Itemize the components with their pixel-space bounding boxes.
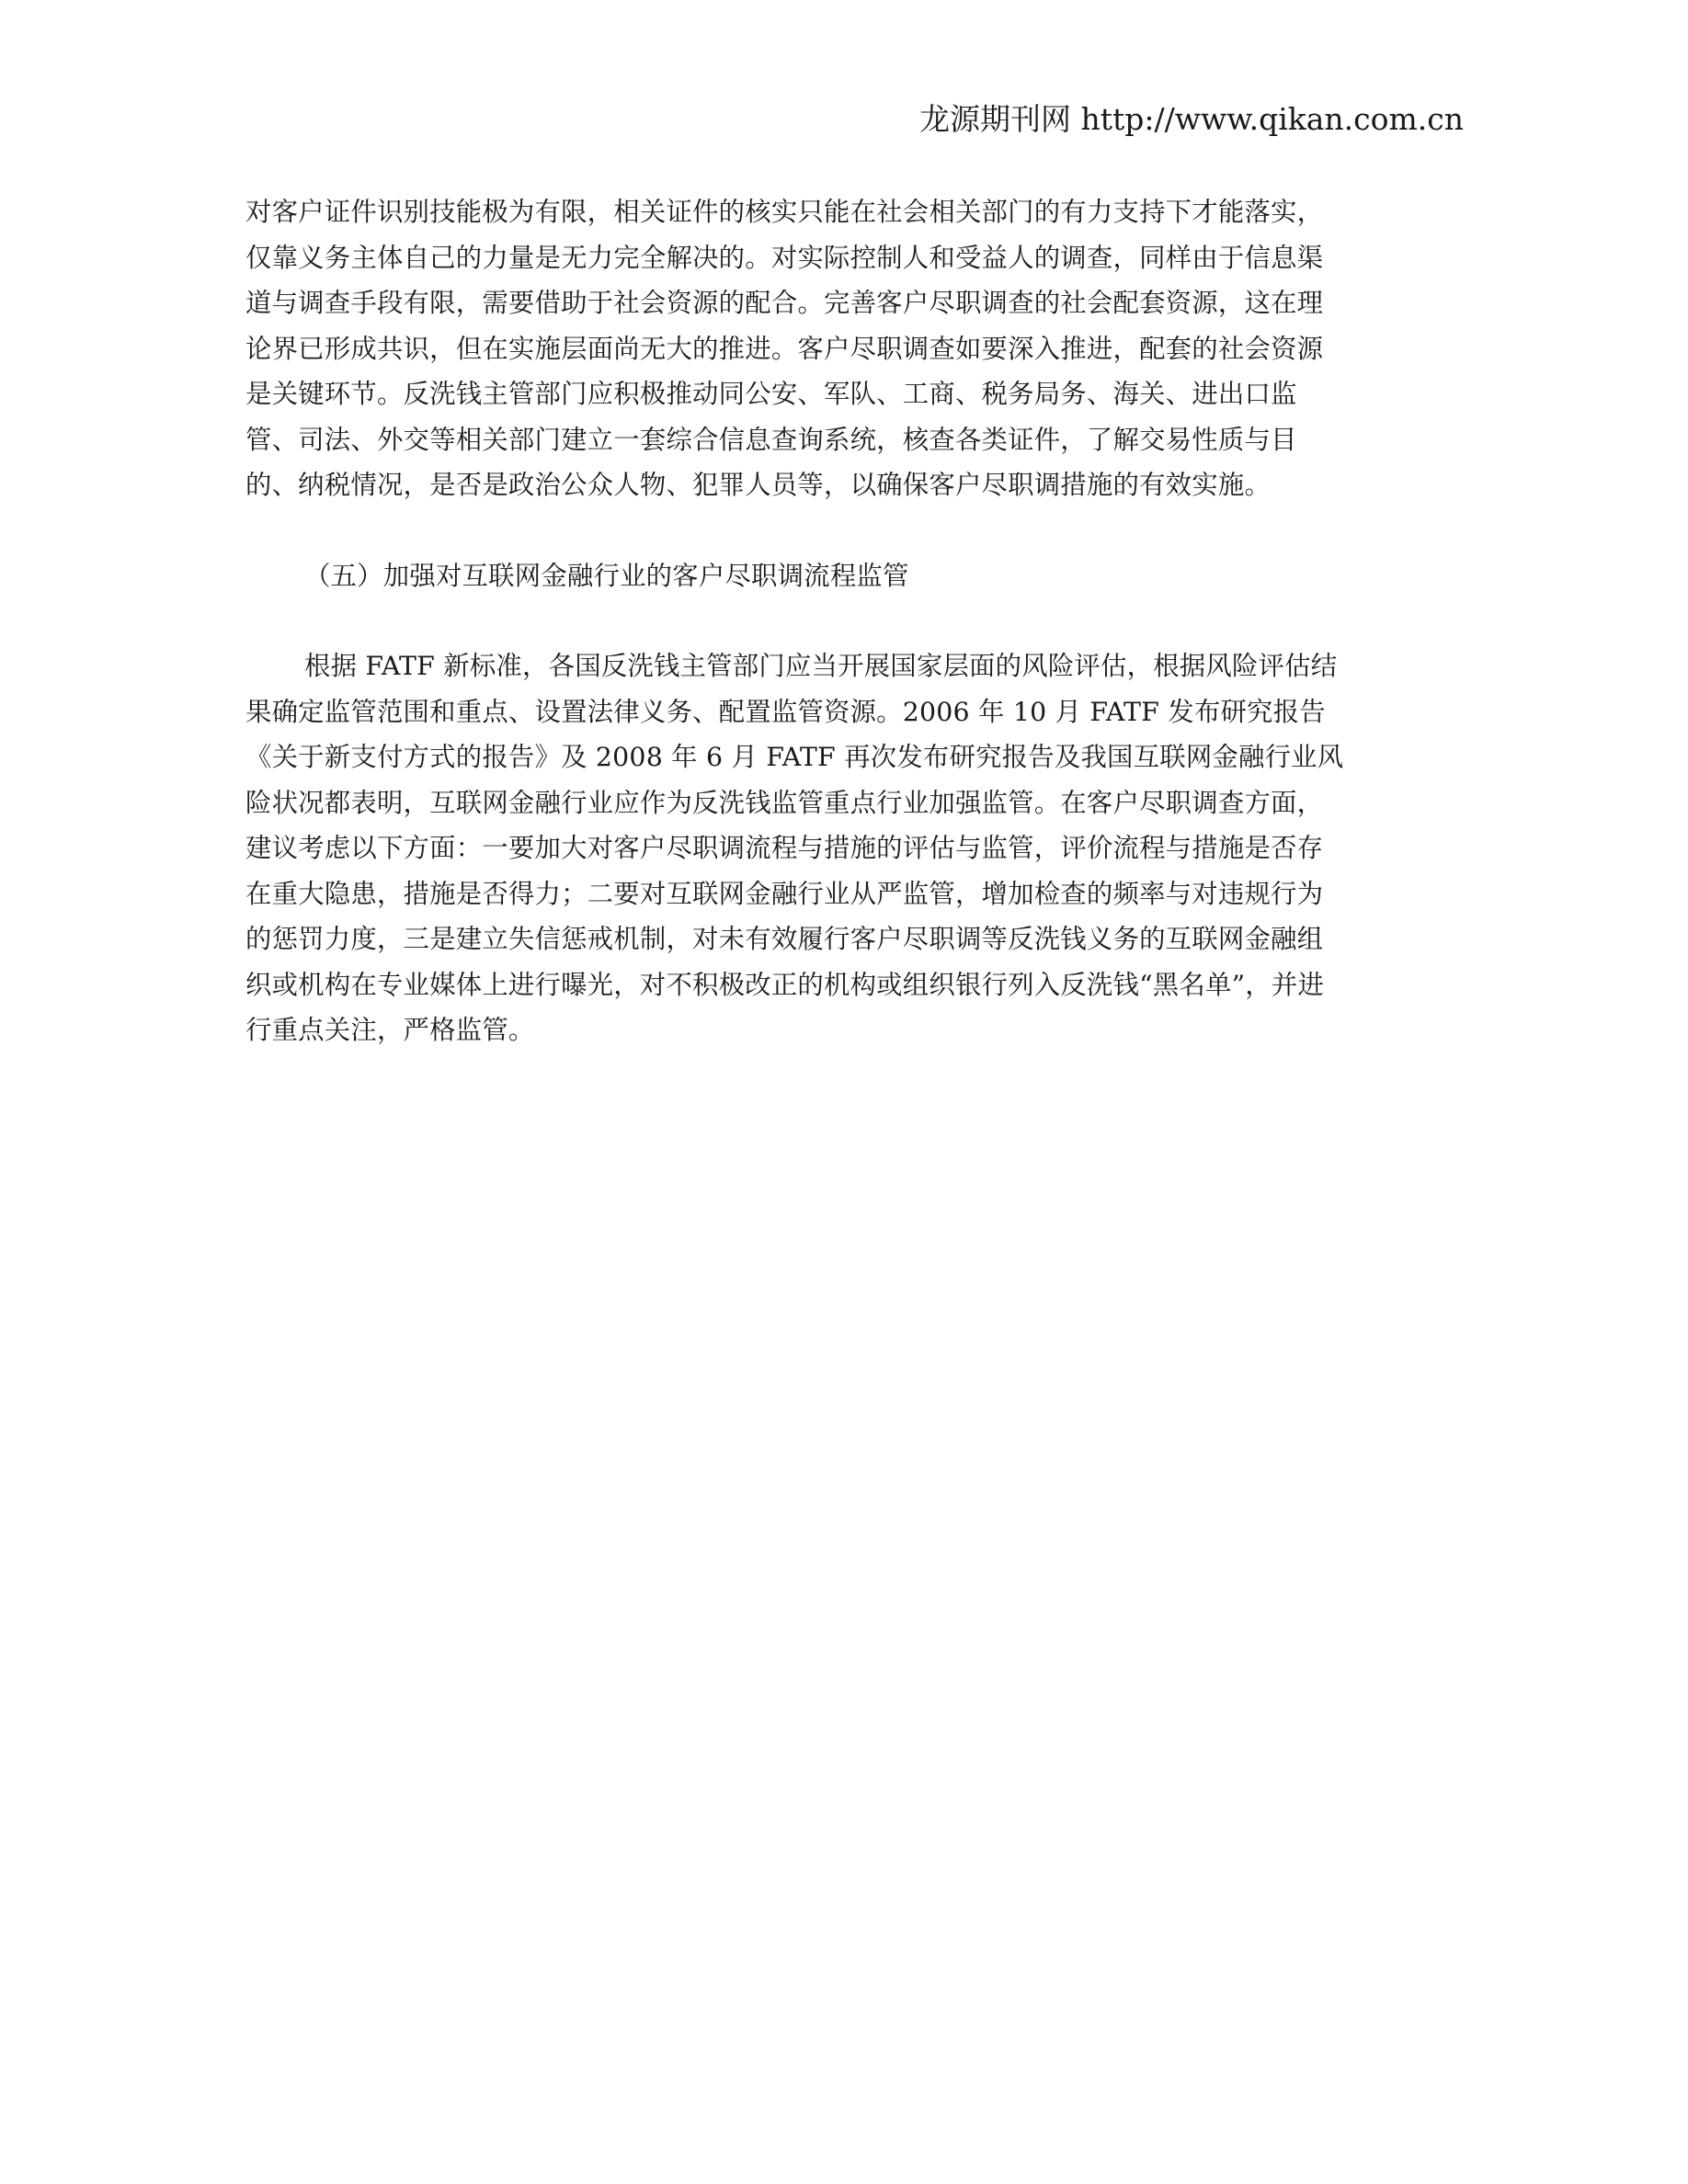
paragraph-line: 的、纳税情况，是否是政治公众人物、犯罪人员等，以确保客户尽职调措施的有效实施。	[245, 470, 1272, 500]
paragraph-line: 的惩罚力度，三是建立失信惩戒机制，对未有效履行客户尽职调等反洗钱义务的互联网金融组	[245, 924, 1324, 954]
paragraph-line: 建议考虑以下方面：一要加大对客户尽职调流程与措施的评估与监管，评价流程与措施是否存	[245, 833, 1324, 863]
paragraph-spacer	[245, 598, 1443, 643]
paragraph-line: 在重大隐患，措施是否得力；二要对互联网金融行业从严监管，增加检查的频率与对违规行为	[245, 878, 1324, 909]
site-name: 龙源期刊网	[919, 101, 1071, 137]
paragraph-line: 行重点关注，严格监管。	[245, 1015, 535, 1045]
paragraph-line: 根据 FATF 新标准，各国反洗钱主管部门应当开展国家层面的风险评估，根据风险评估结	[304, 651, 1338, 681]
paragraph-line: 果确定监管范围和重点、设置法律义务、配置监管资源。2006 年 10 月 FATF 发布研究报告	[245, 696, 1326, 727]
section-heading: （五）加强对互联网金融行业的客户尽职调流程监管	[304, 560, 909, 591]
paragraph-line: 《关于新支付方式的报告》及 2008 年 6 月 FATF 再次发布研究报告及我国互联网金融行业风	[245, 742, 1344, 772]
paragraph-line: 仅靠义务主体自己的力量是无力完全解决的。对实际控制人和受益人的调查，同样由于信息渠	[245, 242, 1324, 273]
paragraph-1	[245, 189, 1443, 508]
paragraph-line: 是关键环节。反洗钱主管部门应积极推动同公安、军队、工商、税务局务、海关、进出口监	[245, 379, 1297, 409]
paragraph-line: 道与调查手段有限，需要借助于社会资源的配合。完善客户尽职调查的社会配套资源，这在理	[245, 288, 1324, 318]
paragraph-line: 管、司法、外交等相关部门建立一套综合信息查询系统，核查各类证件，了解交易性质与目	[245, 424, 1297, 455]
paragraph-spacer	[245, 508, 1443, 553]
site-url: http://www.qikan.com.cn	[1080, 101, 1465, 137]
paragraph-2	[245, 643, 1443, 1053]
paragraph-line: 论界已形成共识，但在实施层面尚无大的推进。客户尽职调查如要深入推进，配套的社会资源	[245, 333, 1324, 364]
paragraph-line: 织或机构在专业媒体上进行曝光，对不积极改正的机构或组织银行列入反洗钱“黑名单”，并进	[245, 969, 1325, 1000]
document-body	[245, 189, 1443, 1053]
page-header	[919, 99, 1465, 140]
paragraph-line: 险状况都表明，互联网金融行业应作为反洗钱监管重点行业加强监管。在客户尽职调查方面，	[245, 787, 1324, 818]
paragraph-line: 对客户证件识别技能极为有限，相关证件的核实只能在社会相关部门的有力支持下才能落实，	[245, 197, 1324, 227]
